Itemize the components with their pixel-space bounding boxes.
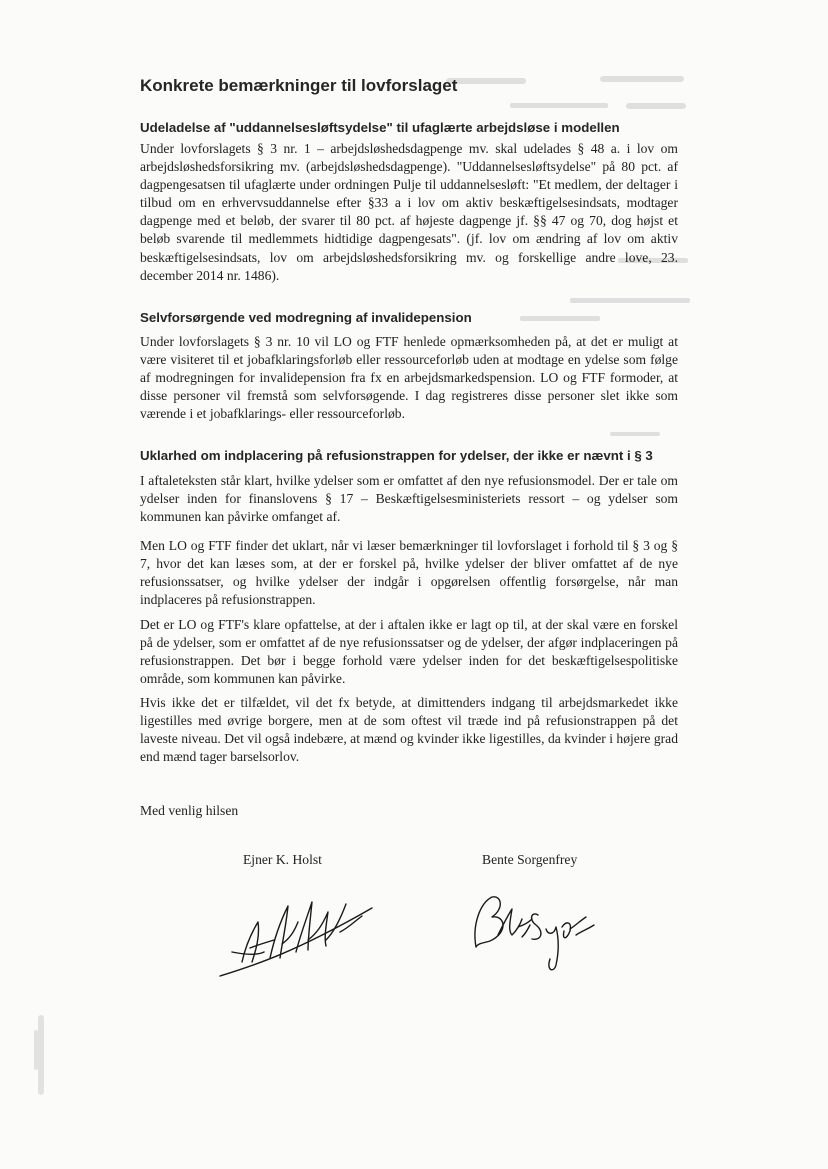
section-heading-1: Udeladelse af "uddannelsesløftsydelse" til ufaglærte arbejdsløse i modellen (140, 120, 620, 135)
document-title: Konkrete bemærkninger til lovforslaget (140, 76, 458, 95)
section-3-paragraph-2: Men LO og FTF finder det uklart, når vi læser bemærkninger til lovforslaget i forhold til § 3 og § 7, hvor det kan læses som, at der er forskel på, hvilke ydelser der bliver omfattet af de nye refusionssatser, og hvilke ydelser der indgår i opgørelsen offentlig forsørgelse, når man indplaceres på refusionstrappen. (140, 538, 678, 608)
section-3-paragraph-4: Hvis ikke det er tilfældet, vil det fx betyde, at dimittenders indgang til arbejdsmarkedet ikke ligestilles med øvrige borgere, men at de som oftest vil træde ind på refusionstrappen på det laveste niveau. Det vil også indebære, at mænd og kvinder ikke ligestilles, da kvinder i højere grad end mænd tager barselsorlov. (140, 695, 678, 765)
section-2-paragraph-1: Under lovforslagets § 3 nr. 10 vil LO og FTF henlede opmærksomheden på, at det er muligt at være visiteret til et jobafklaringsforløb eller ressourceforløb uden at modtage en ydelse som følge af modregningen for invalidepension fra fx en arbejdsmarkedspension. LO og FTF formoder, at disse personer vil fremstå som selvforsøgende. I dag registreres disse personer slet ikke som værende i et jobafklarings- eller ressourceforløb. (140, 334, 678, 422)
section-heading-3: Uklarhed om indplacering på refusionstrappen for ydelser, der ikke er nævnt i § 3 (140, 448, 653, 463)
signature-2 (462, 885, 602, 980)
signature-1 (212, 892, 382, 984)
section-3-paragraph-1: I aftaleteksten står klart, hvilke ydelser som er omfattet af den nye refusionsmodel. Der er tale om ydelser inden for finanslovens § 17 – Beskæftigelsesministeriets ressort – og ydelser som kommunen kan påvirke omfanget af. (140, 473, 678, 525)
section-3-paragraph-3: Det er LO og FTF's klare opfattelse, at der i aftalen ikke er lagt op til, at der skal være en forskel på de ydelser, som er omfattet af de nye refusionssatser og de ydelser, der afgør indplaceringen på refusionstrappen. Det bør i begge forhold være ydelser inden for det beskæftigelsespolitiske område, som kommunen kan påvirke. (140, 617, 678, 687)
signatory-name-2: Bente Sorgenfrey (482, 852, 578, 867)
closing-greeting: Med venlig hilsen (140, 803, 239, 818)
section-1-paragraph-1: Under lovforslagets § 3 nr. 1 – arbejdsløshedsdagpenge mv. skal udelades § 48 a. i lov om arbejdsløshedsforsikring mv. (arbejdsløshedsdagpenge). "Uddannelsesløftsydelse" på 80 pct. af dagpengesatsen til ufaglærte under ordningen Pulje til uddannelsesløft: "Et medlem, der deltager i tilbud om en erhvervsuddannelse efter §33 a i lov om aktiv beskæftigelsesindsats, modtager dagpenge med et beløb, der svarer til 80 pct. af højeste dagpenge jf. §§ 47 og 70, dog højst et beløb svarende til medlemmets hidtidige dagpengesats". (jf. lov om ændring af lov om aktiv beskæftigelsesindsats, lov om arbejdsløshedsforsikring mv. og forskellige andre love, 23. december 2014 nr. 1486). (140, 141, 678, 283)
section-heading-2: Selvforsørgende ved modregning af invalidepension (140, 310, 472, 325)
signatory-name-1: Ejner K. Holst (243, 852, 322, 867)
